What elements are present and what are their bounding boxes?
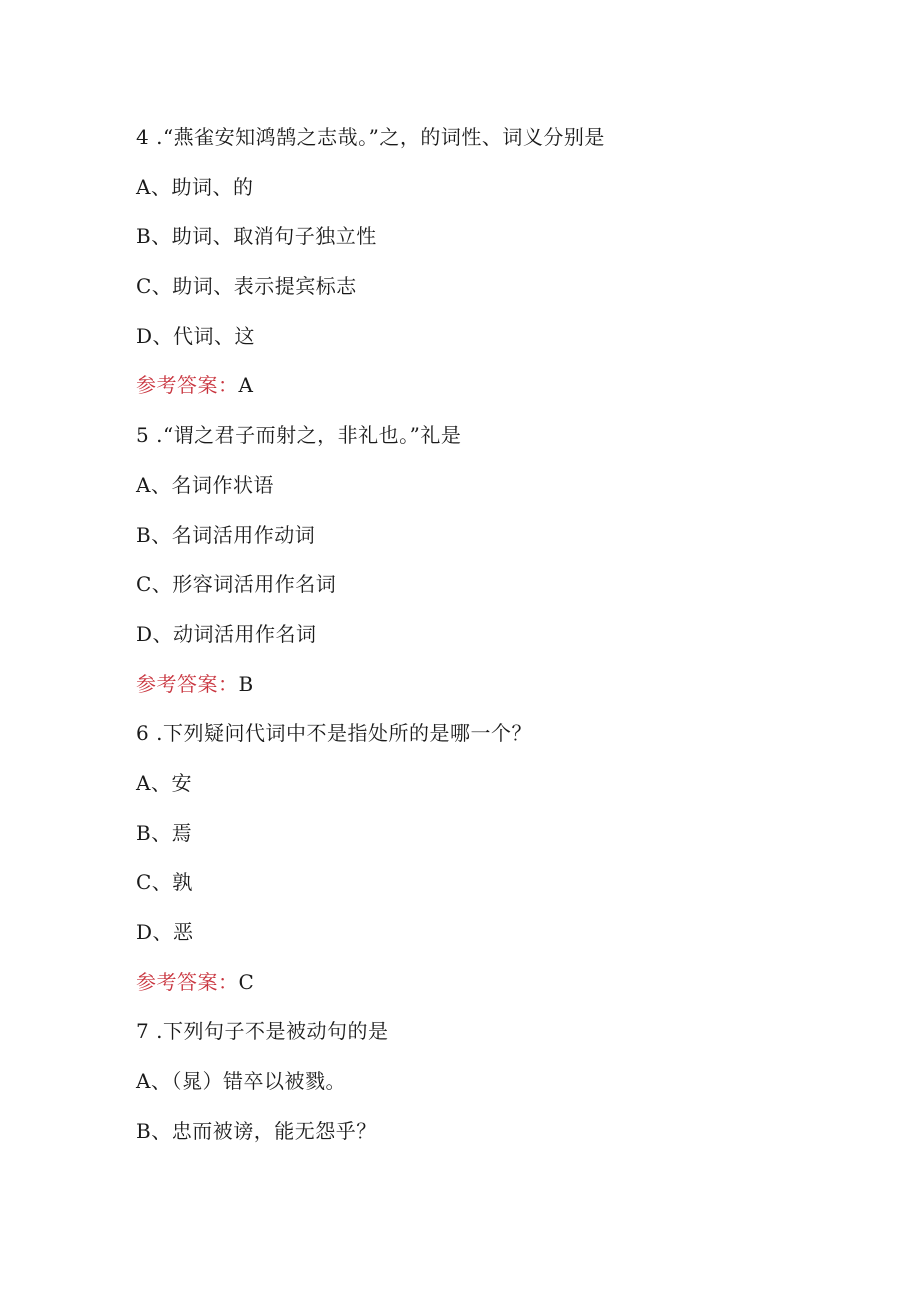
question-stem-5: 5 .“谓之君子而射之，非礼也。”礼是 <box>136 423 462 448</box>
document-page <box>136 114 836 1157</box>
option-7a: A、（晁）错卒以被戮。 <box>136 1069 346 1094</box>
option-6d: D、恶 <box>136 920 194 944</box>
question-stem-4: 4 .“燕雀安知鸿鹄之志哉。”之，的词性、词义分别是 <box>136 125 605 149</box>
option-6a: A、安 <box>136 770 192 795</box>
answer-4 <box>136 362 836 412</box>
answer-6 <box>136 959 836 1009</box>
answer-5 <box>136 661 836 711</box>
option-4b: B、助词、取消句子独立性 <box>136 224 377 249</box>
question-stem-6: 6 .下列疑问代词中不是指处所的是哪一个？ <box>136 721 532 746</box>
answer-label: 参考答案： <box>136 373 239 398</box>
option-4d: D、代词、这 <box>136 323 256 348</box>
option-5d: D、动词活用作名词 <box>136 621 317 646</box>
option-6c: C、孰 <box>136 870 193 895</box>
option-5a: A、名词作状语 <box>136 472 274 497</box>
option-6b: B、焉 <box>136 820 193 845</box>
answer-value: A <box>238 373 254 398</box>
option-5c: C、形容词活用作名词 <box>136 572 337 597</box>
answer-label: 参考答案： <box>136 969 239 994</box>
option-4c: C、助词、表示提宾标志 <box>136 274 357 299</box>
answer-value: B <box>238 671 254 696</box>
option-7b: B、忠而被谤，能无怨乎？ <box>136 1118 377 1143</box>
question-stem-7: 7 .下列句子不是被动句的是 <box>136 1019 389 1044</box>
answer-label: 参考答案： <box>136 671 239 696</box>
option-5b: B、名词活用作动词 <box>136 522 316 547</box>
answer-value: C <box>238 969 255 994</box>
option-4a: A、助词、的 <box>136 174 254 199</box>
